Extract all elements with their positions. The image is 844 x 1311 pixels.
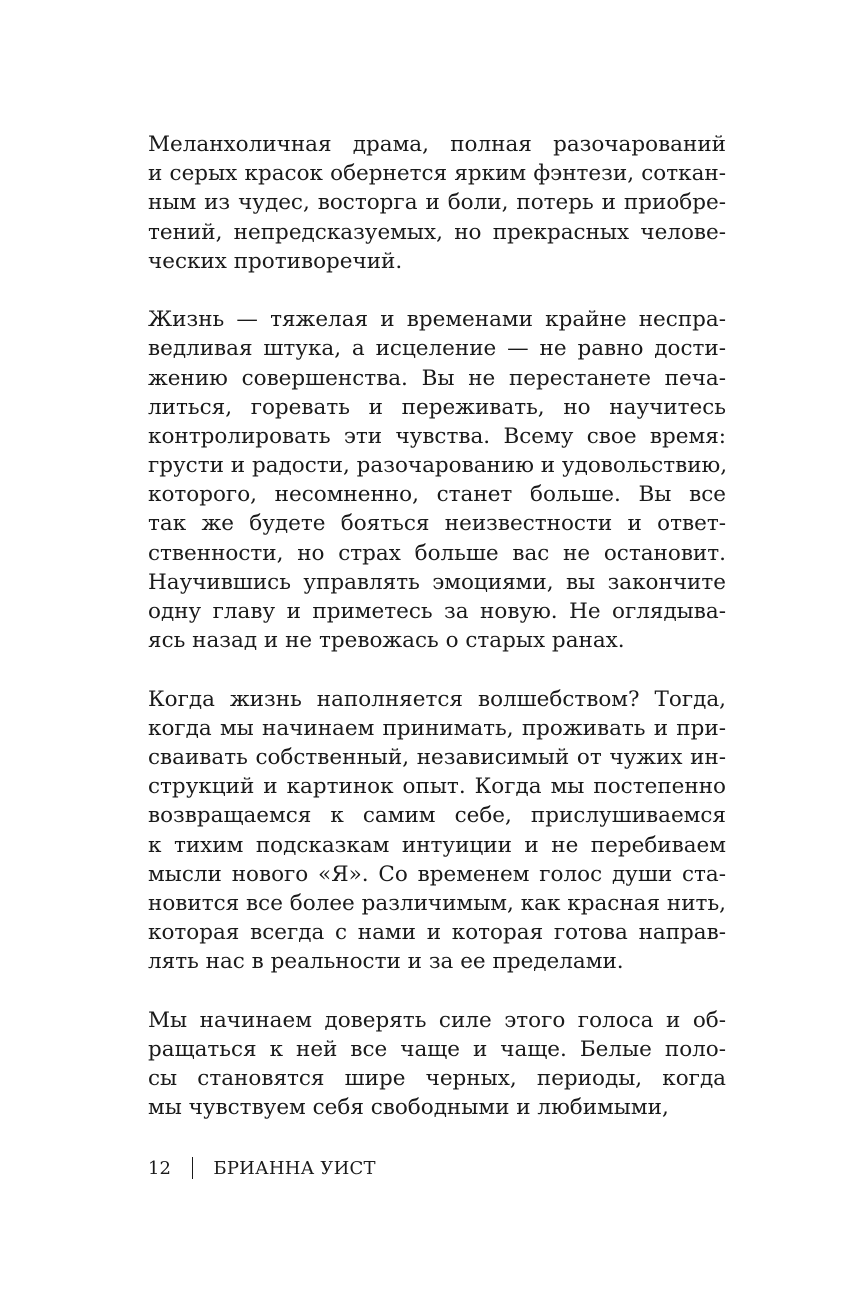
running-head: БРИАННА УИСТ	[213, 1157, 376, 1179]
text-line: так же будете бояться неизвестности и ответ-	[148, 511, 726, 537]
footer-separator	[192, 1157, 194, 1179]
text-line: ведливая штука, а исцеление — не равно дости-	[148, 336, 726, 362]
paragraph	[148, 305, 726, 655]
text-line: струкций и картинок опыт. Когда мы постепенно	[148, 774, 726, 800]
text-line: которого, несомненно, станет больше. Вы все	[148, 482, 726, 508]
text-line: и серых красок обернется ярким фэнтези, соткан-	[148, 161, 726, 187]
text-line: жению совершенства. Вы не перестанете печа-	[148, 365, 726, 391]
text-line: мысли нового «Я». Со временем голос души ста-	[148, 861, 726, 887]
text-line: ным из чудес, восторга и боли, потерь и приобре-	[148, 190, 726, 216]
text-line: лять нас в реальности и за ее пределами.	[148, 949, 624, 975]
text-line: когда мы начинаем принимать, проживать и при-	[148, 715, 726, 741]
text-line: ращаться к ней все чаще и чаще. Белые поло-	[148, 1036, 726, 1062]
page-number: 12	[148, 1157, 171, 1179]
text-line: ческих противоречий.	[148, 248, 403, 274]
text-line: контролировать эти чувства. Всему свое время:	[148, 423, 726, 449]
text-line: литься, горевать и переживать, но научитесь	[148, 394, 726, 420]
text-line: ственности, но страх больше вас не остановит.	[148, 540, 726, 566]
text-line: к тихим подсказкам интуиции и не перебиваем	[148, 832, 726, 858]
text-line: мы чувствуем себя свободными и любимыми,	[148, 1095, 669, 1121]
paragraph-gap	[148, 276, 726, 305]
text-line: ясь назад и не тревожась о старых ранах.	[148, 628, 625, 654]
text-line: возвращаемся к самим себе, прислушиваемся	[148, 803, 726, 829]
text-line: грусти и радости, разочарованию и удовольствию,	[148, 453, 728, 479]
paragraph	[148, 1006, 726, 1123]
paragraph	[148, 130, 726, 276]
text-line: тений, непредсказуемых, но прекрасных челове-	[148, 219, 726, 245]
text-line: сы становятся шире черных, периоды, когда	[148, 1066, 726, 1091]
paragraph-gap	[148, 655, 726, 684]
text-line: Научившись управлять эмоциями, вы закончите	[148, 569, 726, 595]
text-line: одну главу и приметесь за новую. Не оглядыва-	[148, 599, 726, 624]
text-line: сваивать собственный, независимый от чужих ин-	[148, 744, 726, 770]
text-line: Мы начинаем доверять силе этого голоса и об-	[148, 1007, 726, 1033]
page-footer	[148, 1156, 376, 1180]
paragraph	[148, 685, 726, 977]
body-text	[148, 130, 726, 1122]
text-line: которая всегда с нами и которая готова направ-	[148, 920, 726, 946]
text-line: Жизнь — тяжелая и временами крайне неспра-	[148, 307, 726, 333]
text-line: новится все более различимым, как красная нить,	[148, 890, 726, 916]
text-line: Когда жизнь наполняется волшебством? Тогда,	[148, 686, 726, 712]
paragraph-gap	[148, 976, 726, 1005]
text-line: Меланхоличная драма, полная разочарований	[148, 132, 726, 157]
